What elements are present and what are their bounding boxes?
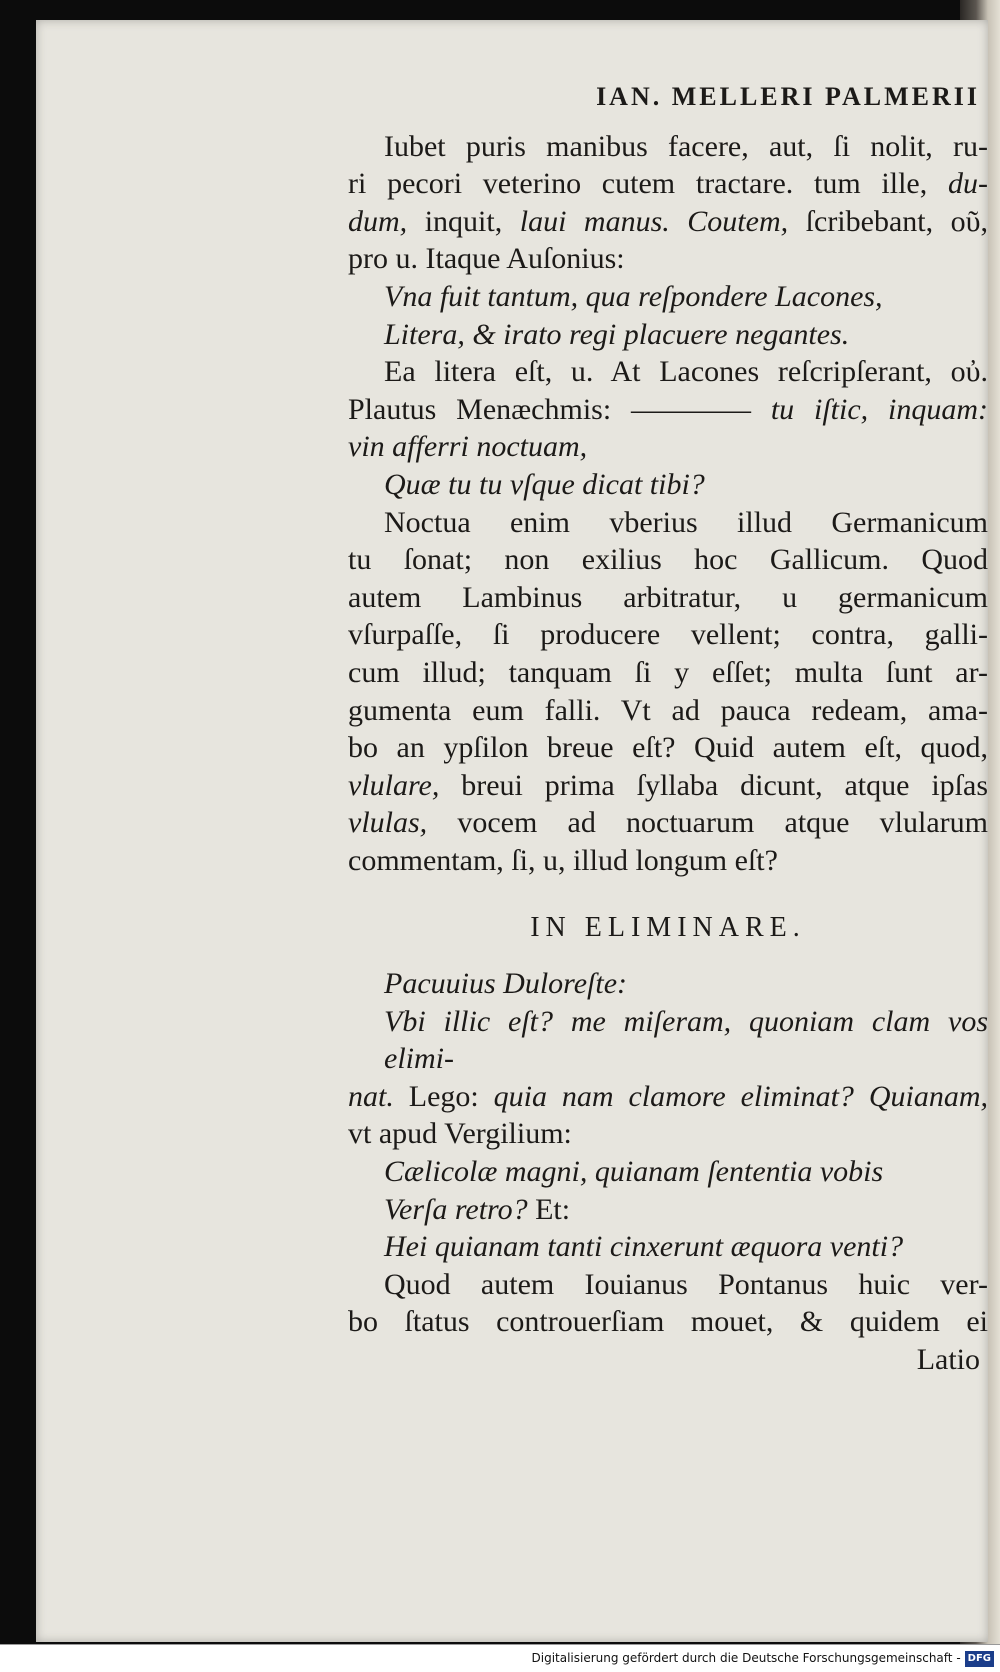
italic-segment: Hei quianam tanti cinxerunt æquora venti? [384, 1230, 904, 1264]
text-segment: commentam, ſi, u, illud longum eſt? [348, 843, 778, 877]
text-segment: Quod autem Iouianus Pontanus huic ver- [384, 1267, 988, 1301]
text-segment: breui prima ſyllaba dicunt, atque ipſas [439, 768, 988, 802]
text-segment: Lego: [393, 1079, 494, 1113]
running-head: IAN. MELLERI PALMERII [596, 82, 980, 111]
book-page [36, 20, 988, 1642]
section-title: IN ELIMINARE. [530, 912, 806, 944]
text-segment: cum illud; tanquam ſi y eſſet; multa ſunt ar- [348, 655, 988, 689]
text-line [348, 466, 988, 504]
catchword: Latio [916, 1343, 980, 1376]
italic-segment: Quæ tu tu vſque dicat tibi? [384, 467, 705, 501]
text-segment: ſcribebant, οῦ, [788, 204, 988, 238]
text-line [348, 729, 988, 767]
italic-segment: vlulas, [348, 806, 428, 840]
text-segment: vſurpaſſe, ſi producere vellent; contra, galli- [348, 618, 988, 652]
text-segment: vt apud Vergilium: [348, 1117, 572, 1151]
text-line [348, 128, 988, 166]
dfg-logo: DFG [965, 1651, 994, 1667]
text-line [348, 692, 988, 730]
text-line [348, 240, 988, 278]
text-line [348, 767, 988, 805]
text-segment: Litera, & irato regi placuere negantes. [384, 317, 850, 351]
text-block [348, 78, 988, 1379]
italic-segment: Verſa retro? [384, 1192, 528, 1226]
text-segment: autem Lambinus arbitratur, u germanicum [348, 580, 988, 614]
text-segment: Iubet puris manibus facere, aut, ſi nolit, ru- [384, 129, 988, 163]
text-segment: Noctua enim vberius illud Germanicum [384, 505, 988, 539]
text-segment: bo an ypſilon breue eſt? Quid autem eſt, quod, [348, 731, 988, 765]
text-line [348, 1153, 988, 1191]
text-segment: Plautus Menæchmis: ———— [348, 392, 771, 426]
text-line [348, 616, 988, 654]
text-line [348, 1003, 988, 1078]
italic-segment: quia nam clamore eliminat? Quianam, [493, 1079, 988, 1113]
text-line [348, 579, 988, 617]
text-line [348, 1115, 988, 1153]
text-segment: tu ſonat; non exilius hoc Gallicum. Quod [348, 543, 988, 577]
text-line [348, 391, 988, 429]
text-line [348, 504, 988, 542]
italic-segment: nat. [348, 1079, 394, 1113]
body-text-1 [348, 128, 988, 880]
italic-segment: dum, [348, 204, 408, 238]
italic-segment: laui manus. Coutem, [519, 204, 789, 238]
text-segment: Et: [527, 1192, 571, 1226]
italic-segment: du- [948, 167, 988, 201]
text-segment: gumenta eum falli. Vt ad pauca redeam, ama- [348, 693, 988, 727]
footer-text: Digitalisierung gefördert durch die Deutsche Forschungsgemeinschaft - [531, 1651, 961, 1665]
text-line [348, 203, 988, 241]
text-line [348, 1303, 988, 1341]
text-segment: bo ſtatus controuerſiam mouet, & quidem ei [348, 1305, 988, 1339]
text-line [348, 804, 988, 842]
text-line [348, 654, 988, 692]
italic-segment: Cælicolæ magni, quianam ſententia vobis [384, 1155, 884, 1189]
text-line [348, 541, 988, 579]
text-line [348, 1266, 988, 1304]
body-text-2 [348, 965, 988, 1341]
text-line [348, 353, 988, 391]
text-line [348, 165, 988, 203]
text-line [348, 1228, 988, 1266]
text-line [348, 965, 988, 1003]
text-line [348, 428, 988, 466]
text-segment: Ea litera eſt, u. At Lacones reſcripſerant, οὐ. [384, 355, 988, 389]
text-segment: pro u. Itaque Auſonius: [348, 242, 625, 276]
text-segment: Vna fuit tantum, qua reſpondere Lacones, [384, 279, 883, 313]
italic-segment: Pacuuius Duloreſte: [384, 967, 628, 1001]
text-segment: vocem ad noctuarum atque vlularum [427, 806, 988, 840]
dfg-footer [0, 1644, 1000, 1672]
italic-segment: tu iſtic, inquam: [770, 392, 988, 426]
text-segment: inquit, [407, 204, 520, 238]
text-line [348, 842, 988, 880]
text-segment: ri pecori veterino cutem tractare. tum ille, [348, 167, 948, 201]
italic-segment: vlulare, [348, 768, 440, 802]
italic-segment: Vbi illic eſt? me miſeram, quoniam clam vos elimi- [384, 1004, 988, 1076]
text-line [348, 1078, 988, 1116]
text-line [348, 278, 988, 316]
text-line [348, 1191, 988, 1229]
italic-segment: vin afferri noctuam, [348, 430, 588, 464]
text-line [348, 316, 988, 354]
